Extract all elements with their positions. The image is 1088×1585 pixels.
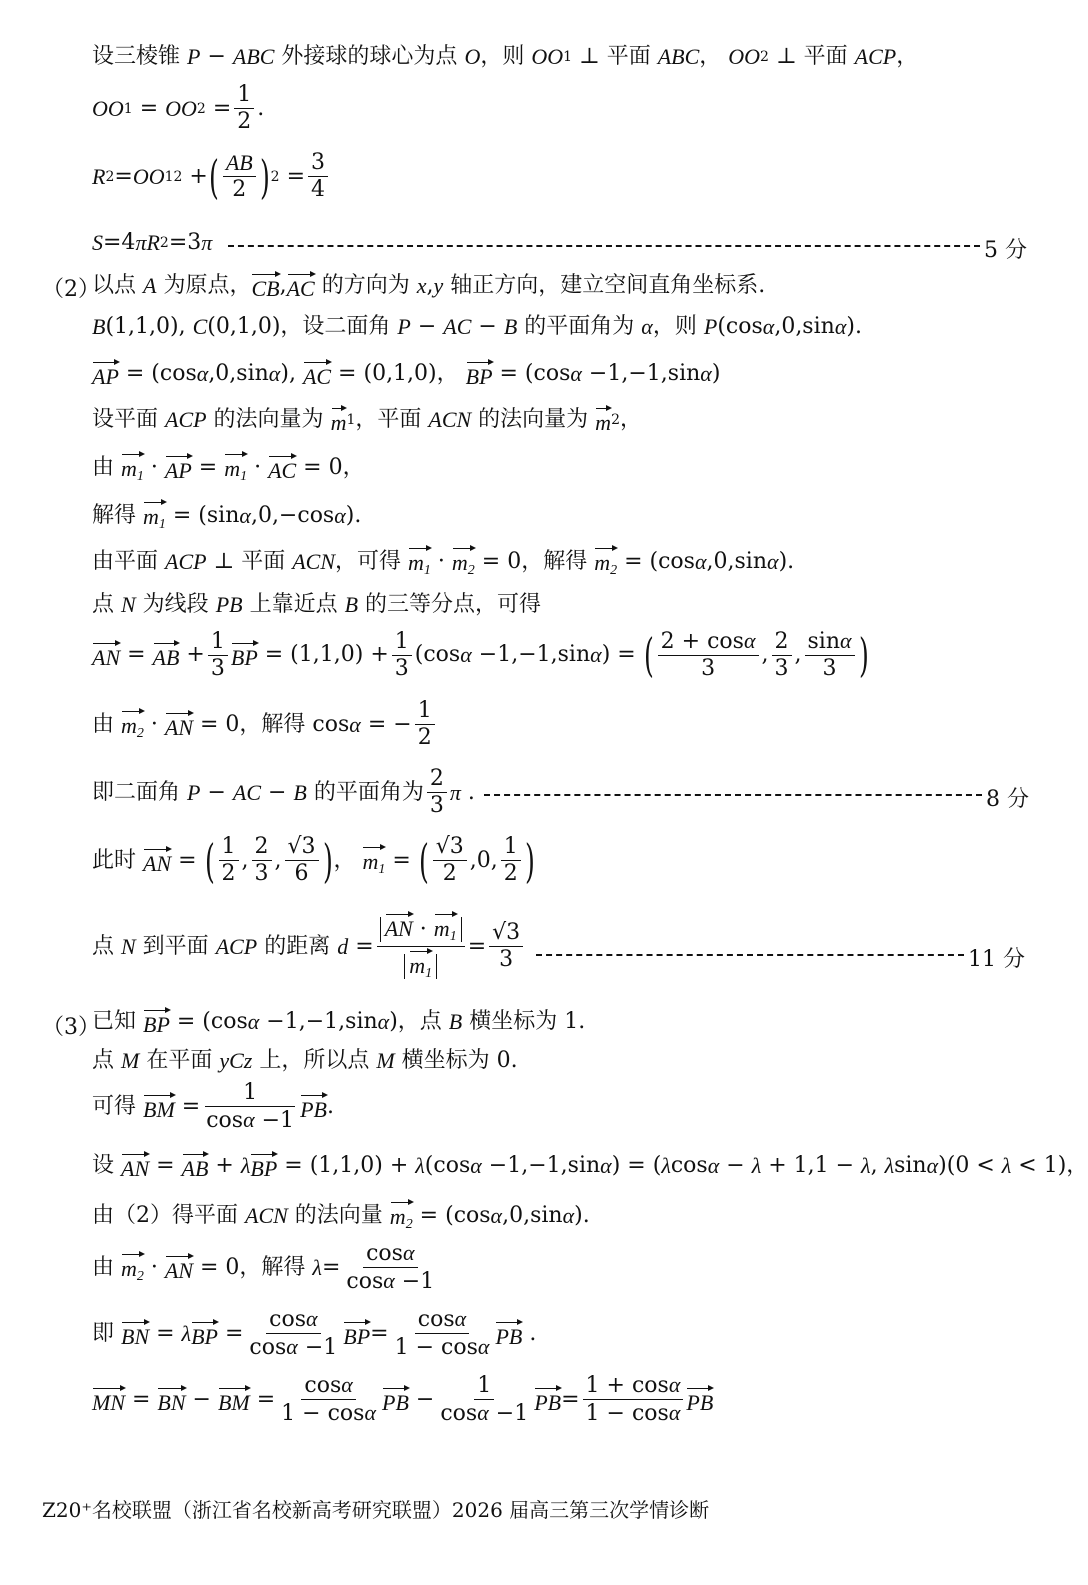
text-line: 由 $m_2$ · AN = 0，解得 λ = $\frac{\cos\alpha}{\cos\alpha -1}$: [92, 1240, 435, 1294]
dash-leader: [484, 794, 982, 796]
text-line: AN = AB + $\frac{1}{3}$ BP = (1,1,0) + $\frac{1}{3}$ (cos α −1,−1,sin α ) = ( $\frac{2 + \cos\alpha}{3}$ , $\frac{2}{3}$ , $\frac{\sin\alpha}{3}$ ): [92, 628, 869, 682]
text-line: 设平面 ACP 的法向量为 m 1 ，平面 ACN 的法向量为 m 2 ，: [92, 407, 642, 435]
text-line: 此时 AN = ( $\frac{1}{2}$ , $\frac{2}{3}$ , $\frac{√3}{6}$ ) ， $m_1$ = ( $\frac{√3}{2}$ ,0, $\frac{1}{2}$ ): [92, 833, 535, 888]
text-line: R 2 = OO 1 2 + ( $\frac{AB}{2}$ ) 2 = $\frac{3}{4}$: [92, 152, 331, 201]
text-line: 设 AN = AB + λ BP = (1,1,0) + λ (cos α −1,−1,sin α ) = ( λ cos α − λ + 1,1 − λ , λ sin α )(0 < λ < 1)，: [92, 1153, 1088, 1181]
text-line: 点 N 为线段 PB 上靠近点 B 的三等分点，可得: [92, 592, 542, 617]
dash-leader: [228, 245, 980, 247]
text-line: 设三棱锥 P − ABC 外接球的球心为点 O ，则 OO 1 ⊥ 平面 ABC ， OO 2 ⊥ 平面 ACP ，: [92, 44, 919, 69]
text-line: 由 $m_1$ · AP = $m_1$ · AC = 0，: [92, 452, 365, 484]
text-line: 即二面角 P − AC − B 的平面角为 $\frac{2}{3}$ π .: [92, 766, 475, 818]
text-line: AP = (cos α ,0,sin α ), AC = (0,1,0)， BP = (cos α −1,−1,sin α ): [92, 361, 721, 389]
text-line: 解得 $m_1$ = (sin α ,0,−cos α ).: [92, 500, 361, 532]
text-line: 点 N 到平面 ACP 的距离 d = $\frac{AN \cdot m_1}{m_1}$ = $\frac{√3}{3}$: [92, 912, 526, 981]
score-label: 5 分: [984, 238, 1027, 263]
text-line: S =4 π R 2 =3 π: [92, 230, 213, 255]
section-number: （2）: [42, 277, 100, 302]
section-number: （3）: [42, 1015, 100, 1040]
footer-text: Z20⁺名校联盟（浙江省名校新高考研究联盟）2026 届高三第三次学情诊断: [42, 1498, 710, 1522]
text-line: B (1,1,0), C (0,1,0)，设二面角 P − AC − B 的平面角为 α ，则 P (cos α ,0,sin α ).: [92, 314, 862, 339]
text-line: 由平面 ACP ⊥ 平面 ACN ，可得 $m_1$ · $m_2$ = 0，解得 $m_2$ = (cos α ,0,sin α ).: [92, 546, 794, 578]
text-line: 点 M 在平面 yCz 上，所以点 M 横坐标为 0.: [92, 1048, 518, 1073]
dash-leader: [536, 954, 964, 956]
text-line: 可得 BM = $\frac{1}{\cos\alpha -1}$ PB .: [92, 1080, 334, 1133]
text-line: 以点 A 为原点， CB , AC 的方向为 x , y 轴正方向，建立空间直角坐标系.: [92, 273, 766, 301]
text-line: 已知 BP = (cos α −1,−1,sin α )，点 B 横坐标为 1.: [92, 1009, 586, 1037]
text-line: OO 1 = OO 2 = $\frac{1}{2}$ .: [92, 82, 265, 134]
text-line: 由（2）得平面 ACN 的法向量 $m_2$ = (cos α ,0,sin α ).: [92, 1200, 590, 1232]
text-line: MN = BN − BM = $\frac{\cos\alpha}{1 - \cos\alpha}$ PB − $\frac{1}{\cos\alpha -1}$ PB = $\frac{1 + \cos\alpha}{1 - \cos\alpha}$ PB: [92, 1372, 714, 1426]
text-line: 由 $m_2$ · AN = 0，解得 cos α = − $\frac{1}{2}$: [92, 700, 438, 749]
score-label: 8 分: [986, 787, 1029, 812]
score-label: 11 分: [968, 947, 1025, 972]
text-line: 即 BN = λ BP = $\frac{\cos\alpha}{\cos\alpha -1}$ BP = $\frac{\cos\alpha}{1 - \cos\alpha}$ PB .: [92, 1306, 537, 1360]
